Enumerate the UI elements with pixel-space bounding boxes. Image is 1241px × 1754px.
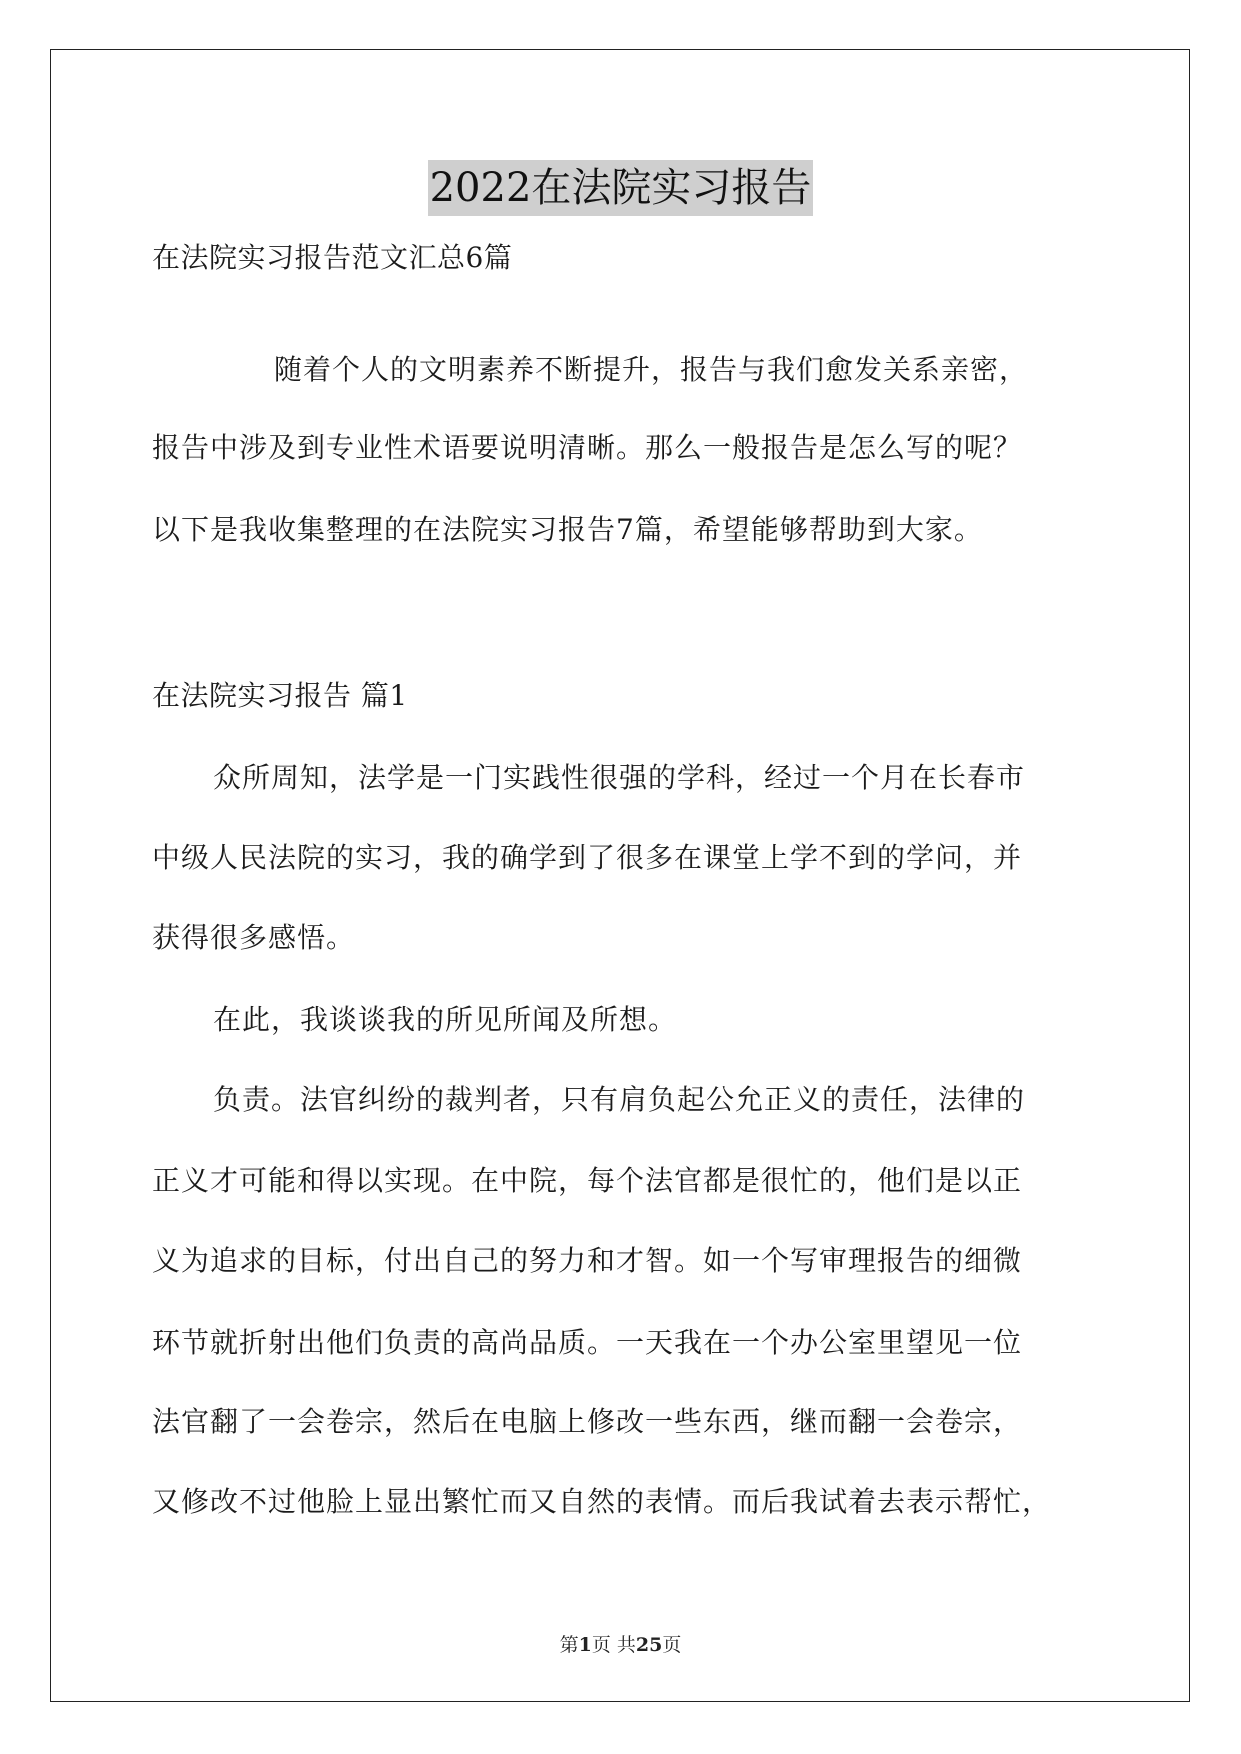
intro-line-1: 随着个人的文明素养不断提升，报告与我们愈发关系亲密， — [274, 353, 1029, 386]
paragraph-line-8: 环节就折射出他们负责的高尚品质。一天我在一个办公室里望见一位 — [152, 1326, 1023, 1359]
intro-line-3: 以下是我收集整理的在法院实习报告7篇，希望能够帮助到大家。 — [152, 513, 983, 546]
intro-line-2: 报告中涉及到专业性术语要说明清晰。那么一般报告是怎么写的呢？ — [152, 431, 1023, 464]
paragraph-line-7: 义为追求的目标，付出自己的努力和才智。如一个写审理报告的细微 — [152, 1244, 1023, 1277]
paragraph-line-3: 获得很多感悟。 — [152, 921, 356, 954]
section-heading: 在法院实习报告 篇1 — [152, 679, 408, 712]
page-footer — [0, 1630, 1241, 1657]
paragraph-line-5: 负责。法官纠纷的裁判者，只有肩负起公允正义的责任，法律的 — [213, 1083, 1026, 1116]
paragraph-line-6: 正义才可能和得以实现。在中院，每个法官都是很忙的，他们是以正 — [152, 1164, 1023, 1197]
footer-page-mid: 页 共 — [591, 1634, 636, 1656]
paragraph-line-4: 在此，我谈谈我的所见所闻及所想。 — [213, 1003, 678, 1036]
document-title-text: 2022在法院实习报告 — [428, 160, 814, 216]
document-subtitle: 在法院实习报告范文汇总6篇 — [152, 241, 513, 274]
paragraph-line-9: 法官翻了一会卷宗，然后在电脑上修改一些东西，继而翻一会卷宗， — [152, 1405, 1023, 1438]
paragraph-line-2: 中级人民法院的实习，我的确学到了很多在课堂上学不到的学问，并 — [152, 841, 1023, 874]
document-title — [0, 160, 1241, 220]
paragraph-line-1: 众所周知，法学是一门实践性很强的学科，经过一个月在长春市 — [213, 761, 1026, 794]
footer-total-pages: 25 — [635, 1634, 663, 1656]
footer-page-number: 1 — [578, 1634, 592, 1656]
paragraph-line-10: 又修改不过他脸上显出繁忙而又自然的表情。而后我试着去表示帮忙， — [152, 1485, 1052, 1518]
footer-page-prefix: 第 — [559, 1634, 579, 1656]
footer-page-suffix: 页 — [662, 1634, 682, 1656]
